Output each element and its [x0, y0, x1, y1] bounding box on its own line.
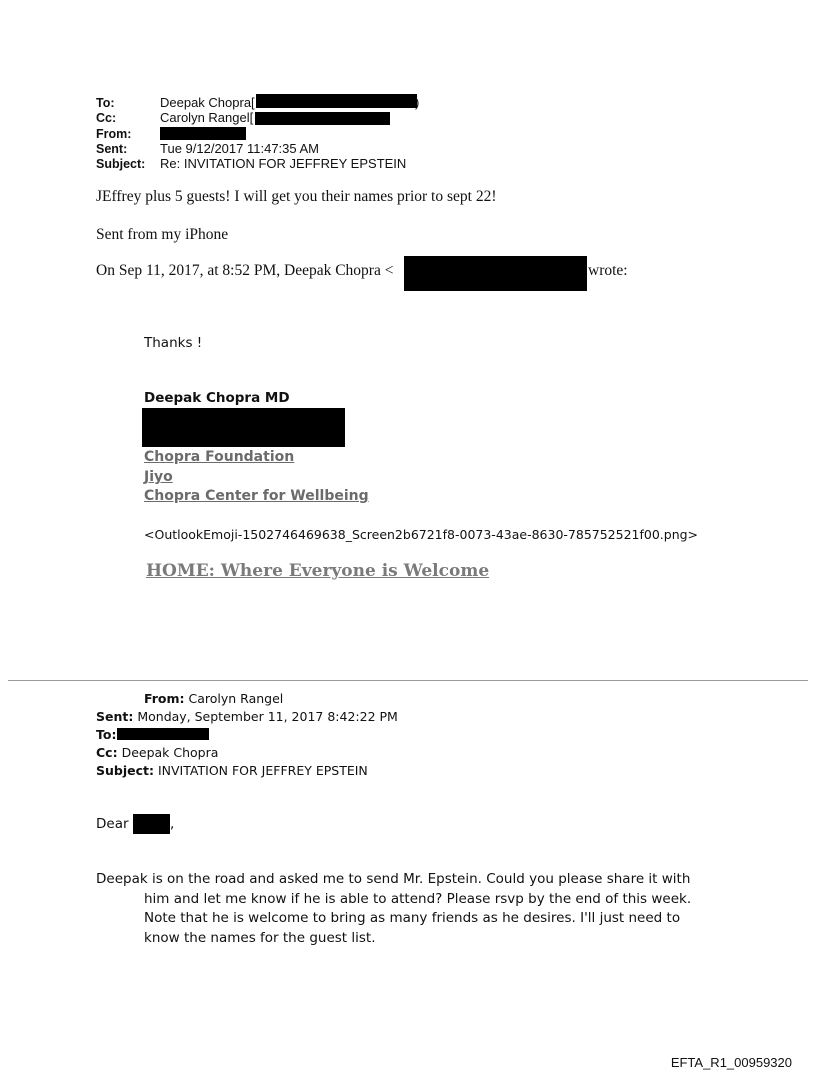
orig-subject-value: INVITATION FOR JEFFREY EPSTEIN: [154, 763, 368, 778]
orig-sent-line: [96, 709, 398, 724]
orig-to-label: To:: [96, 727, 117, 742]
body-line-1: Deepak is on the road and asked me to send Mr. Epstein. Could you please share it with: [96, 871, 691, 887]
quote-intro-end: wrote:: [588, 262, 628, 279]
orig-subject-label: Subject:: [96, 763, 154, 778]
redaction-box: [160, 127, 246, 140]
orig-cc-line: [96, 745, 218, 760]
redaction-box: [117, 728, 209, 740]
orig-from-value: Carolyn Rangel: [184, 691, 284, 706]
link-chopra-center[interactable]: Chopra Center for Wellbeing: [144, 488, 369, 504]
to-value: [160, 95, 255, 110]
orig-cc-label: Cc:: [96, 745, 118, 760]
sent-value: Tue 9/12/2017 11:47:35 AM: [160, 141, 320, 156]
signature-name: Deepak Chopra MD: [144, 390, 290, 406]
from-label: From:: [96, 127, 132, 141]
document-id: EFTA_R1_00959320: [670, 1055, 792, 1070]
redaction-box: [404, 256, 587, 291]
to-label: To:: [96, 96, 115, 110]
orig-sent-value: Monday, September 11, 2017 8:42:22 PM: [133, 709, 398, 724]
redaction-box: [255, 112, 390, 125]
body-line-3: Note that he is welcome to bring as many friends as he desires. I'll just need to: [144, 910, 681, 926]
orig-subject-line: [96, 763, 368, 778]
orig-to-line: [96, 727, 116, 742]
redaction-box: [142, 408, 345, 447]
sent-label: Sent:: [96, 142, 128, 156]
cc-label: Cc:: [96, 111, 117, 125]
subject-value: Re: INVITATION FOR JEFFREY EPSTEIN: [160, 156, 407, 171]
orig-from-label: From:: [144, 691, 185, 706]
orig-from-line: [144, 691, 283, 706]
subject-label: Subject:: [96, 157, 146, 171]
reply-line-2: Sent from my iPhone: [96, 226, 229, 243]
thanks-text: Thanks !: [144, 335, 203, 351]
redaction-box: [133, 814, 170, 834]
emoji-attachment: <OutlookEmoji-1502746469638_Screen2b6721f8-0073-43ae-8630-785752521f00.png>: [144, 527, 699, 542]
reply-line-1: JEffrey plus 5 guests! I will get you their names prior to sept 22!: [96, 188, 497, 205]
home-link[interactable]: HOME: Where Everyone is Welcome: [146, 561, 490, 581]
body-line-4: know the names for the guest list.: [144, 930, 376, 946]
greeting-end: ,: [170, 816, 175, 832]
greeting-start: Dear: [96, 816, 129, 832]
orig-sent-label: Sent:: [96, 709, 134, 724]
link-chopra-foundation[interactable]: Chopra Foundation: [144, 449, 295, 465]
redaction-box: [256, 94, 420, 110]
quote-intro: On Sep 11, 2017, at 8:52 PM, Deepak Chopra <: [96, 262, 394, 279]
to-name: Deepak Chopra[: [160, 95, 255, 110]
body-line-2: him and let me know if he is able to attend? Please rsvp by the end of this week.: [144, 891, 692, 907]
divider: [8, 680, 808, 681]
to-tail: ): [415, 95, 420, 110]
link-jiyo[interactable]: Jiyo: [144, 469, 173, 485]
cc-value: Carolyn Rangel[: [160, 110, 254, 125]
orig-cc-value: Deepak Chopra: [117, 745, 219, 760]
